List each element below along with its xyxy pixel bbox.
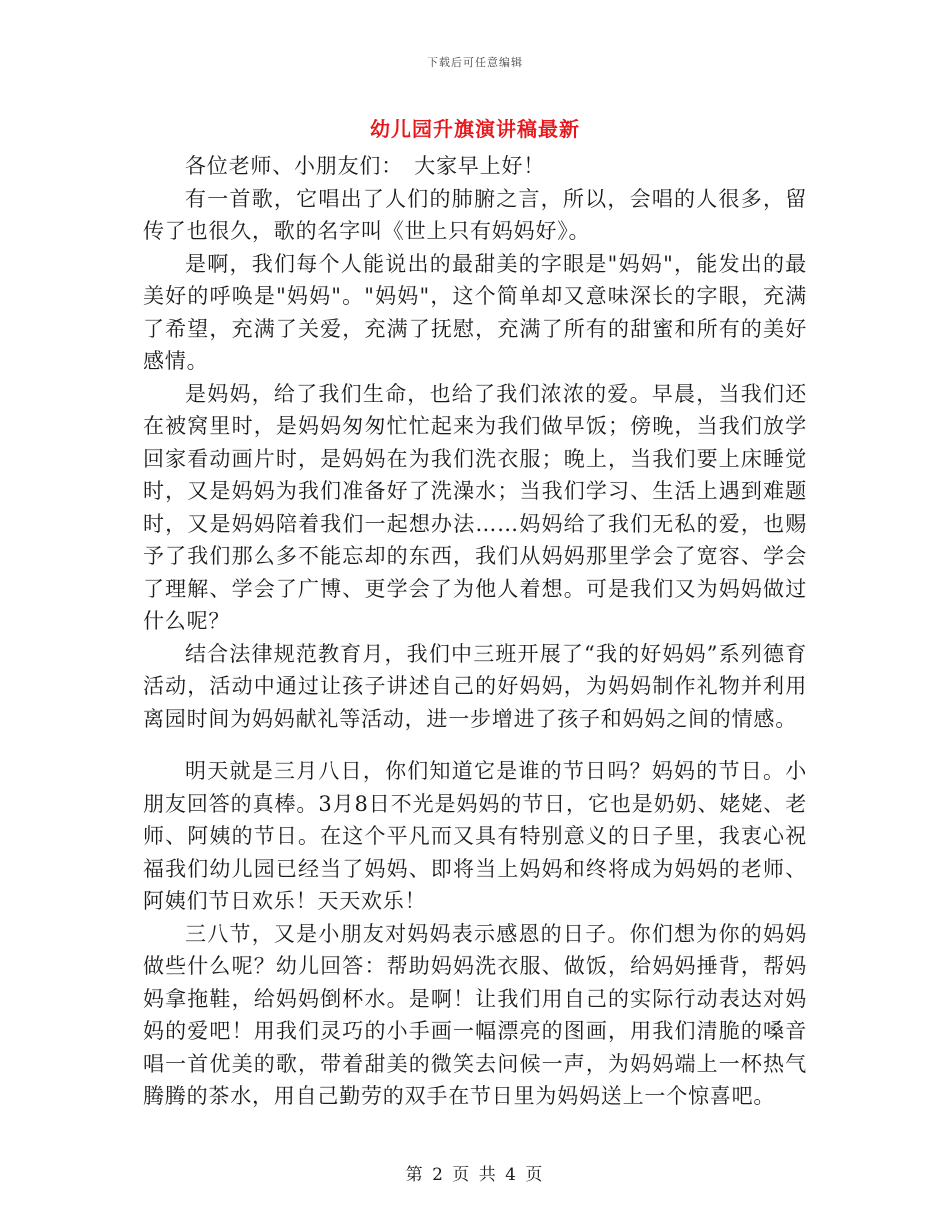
header-note: 下载后可任意编辑 xyxy=(427,56,523,69)
document-body xyxy=(143,150,807,1113)
paragraph-greeting: 各位老师、小朋友们： 大家早上好！ xyxy=(185,154,546,178)
paragraph-march-eighth: 明天就是三月八日，你们知道它是谁的节日吗？妈妈的节日。小朋友回答的真棒。3月8日不光是妈妈的节日，它也是奶奶、姥姥、老师、阿姨的节日。在这个平凡而又具有特别意义的日子里，我衷心祝福我们幼儿园已经当了妈妈、即将当上妈妈和终将成为妈妈的老师、阿姨们节日欢乐！天天欢乐！ xyxy=(143,759,807,913)
document-title: 幼儿园升旗演讲稿最新 xyxy=(370,117,580,141)
paragraph-activity: 结合法律规范教育月，我们中三班开展了“我的好妈妈”系列德育活动，活动中通过让孩子讲述自己的好妈妈，为妈妈制作礼物并利用离园时间为妈妈献礼等活动，进一步增进了孩子和妈妈之间的情感。 xyxy=(143,641,807,731)
paragraph-mama-love: 是妈妈，给了我们生命，也给了我们浓浓的爱。早晨，当我们还在被窝里时，是妈妈匆匆忙忙起来为我们做早饭；傍晚，当我们放学回家看动画片时，是妈妈在为我们洗衣服；晚上，当我们要上床睡觉时，又是妈妈为我们准备好了洗澡水；当我们学习、生活上遇到难题时，又是妈妈陪着我们一起想办法……妈妈给了我们无私的爱，也赐予了我们那么多不能忘却的东西，我们从妈妈那里学会了宽容、学会了理解、学会了广博、更学会了为他人着想。可是我们又为妈妈做过什么呢？ xyxy=(143,381,807,633)
page-number-footer: 第 2 页 共 4 页 xyxy=(405,1165,545,1185)
paragraph-song: 有一首歌，它唱出了人们的肺腑之言，所以，会唱的人很多，留传了也很久，歌的名字叫《世上只有妈妈好》。 xyxy=(143,186,807,243)
paragraph-mama-word: 是啊，我们每个人能说出的最甜美的字眼是"妈妈"，能发出的最美好的呼唤是"妈妈"。"妈妈"，这个简单却又意味深长的字眼，充满了希望，充满了关爱，充满了抚慰，充满了所有的甜蜜和所有的美好感情。 xyxy=(143,251,807,373)
paragraph-gratitude: 三八节，又是小朋友对妈妈表示感恩的日子。你们想为你的妈妈做些什么呢？幼儿回答：帮助妈妈洗衣服、做饭，给妈妈捶背，帮妈妈拿拖鞋，给妈妈倒杯水。是啊！让我们用自己的实际行动表达对妈妈的爱吧！用我们灵巧的小手画一幅漂亮的图画，用我们清脆的嗓音唱一首优美的歌，带着甜美的微笑去问候一声，为妈妈端上一杯热气腾腾的茶水，用自己勤劳的双手在节日里为妈妈送上一个惊喜吧。 xyxy=(143,921,807,1108)
